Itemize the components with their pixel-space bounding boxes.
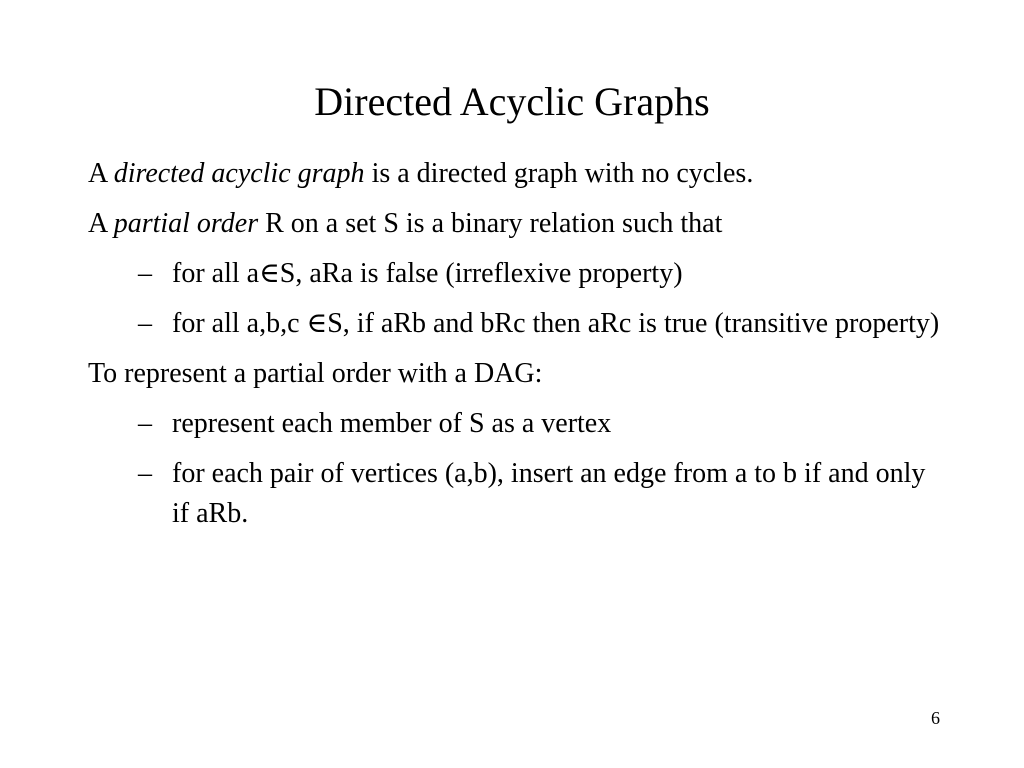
partial-order-rest: R on a set S is a binary relation such that <box>258 208 723 239</box>
transitive-property: for all a,b,c ∈S, if aRb and bRc then aRc is true (transitive property) <box>172 308 940 339</box>
slide-body <box>88 154 948 544</box>
partial-order-term: partial order <box>113 208 259 239</box>
list-item <box>88 454 948 534</box>
page-number: 6 <box>931 708 940 728</box>
dash-bullet: – <box>138 458 152 489</box>
dash-bullet: – <box>138 258 152 289</box>
partial-order-definition <box>88 204 948 244</box>
partial-order-prefix: A <box>88 208 114 239</box>
edge-rule: for each pair of vertices (a,b), insert an edge from a to b if and only if aRb. <box>172 458 926 529</box>
dag-definition-prefix: A <box>88 158 114 189</box>
dash-bullet: – <box>138 408 152 439</box>
dash-bullet: – <box>138 308 152 339</box>
vertex-rule: represent each member of S as a vertex <box>172 408 612 439</box>
list-item <box>88 254 948 294</box>
irreflexive-property: for all a∈S, aRa is false (irreflexive property) <box>172 258 683 289</box>
dag-definition <box>88 154 948 194</box>
dag-representation-intro: To represent a partial order with a DAG: <box>88 358 543 389</box>
list-item <box>88 404 948 444</box>
dag-definition-rest: is a directed graph with no cycles. <box>364 158 754 189</box>
dag-term: directed acyclic graph <box>113 158 365 189</box>
list-item <box>88 304 948 344</box>
slide-title: Directed Acyclic Graphs <box>314 79 710 124</box>
